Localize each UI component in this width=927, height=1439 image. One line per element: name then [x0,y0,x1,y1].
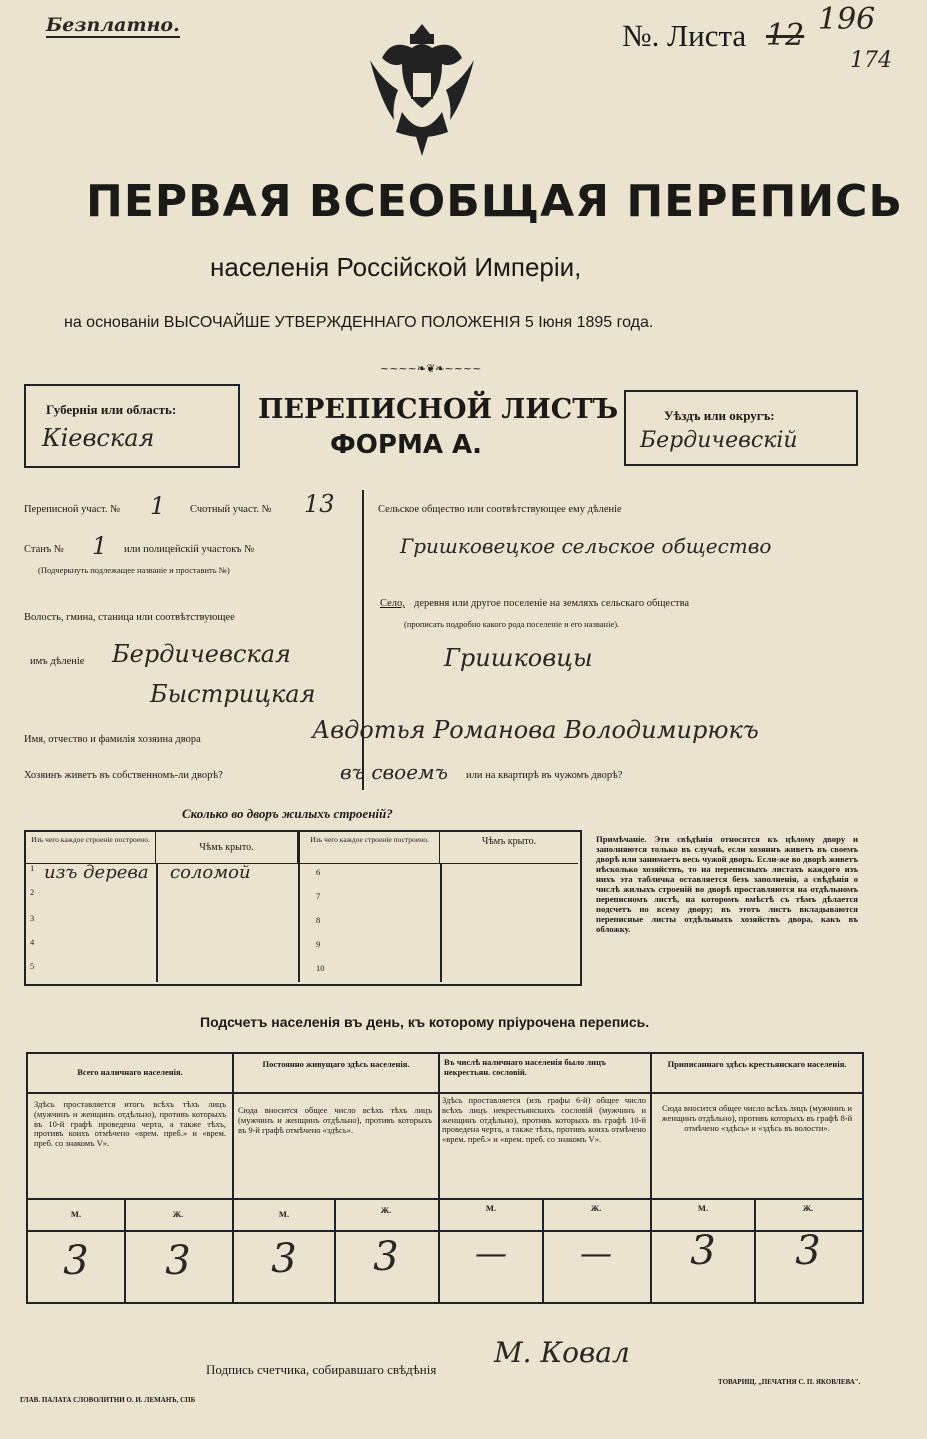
page-title: ПЕРВАЯ ВСЕОБЩАЯ ПЕРЕПИСЬ [86,176,903,227]
village-label-underlined: Село, [380,598,405,609]
left-row-1-num: 1 [30,863,35,873]
coat-of-arms-icon [362,20,482,160]
col-roof-head-left: Чѣмъ крыто. [156,832,298,864]
volost-value: Бердичевская [112,640,291,668]
pop-col-1-f-value: 3 [165,1238,191,1284]
pop-col-1-m-label: М. [70,1209,82,1219]
pop-desc-line [28,1198,862,1200]
left-row-3-num: 3 [30,913,35,923]
pop-col-2-f-value: 3 [373,1234,399,1280]
form-name: ФОРМА А. [330,430,482,460]
volost-label-2: имъ дѣленіе [30,656,85,667]
population-title: Подсчетъ населенія въ день, къ которому пріурочена перепись. [200,1014,650,1030]
col-roof-head-right: Чѣмъ крыто. [440,832,578,864]
district-label: Уѣздъ или округъ: [664,408,775,423]
province-box [24,384,240,468]
stan-value: 1 [92,532,108,560]
col-material-head-right: Изъ чего каждое строеніе построено. [298,832,440,864]
mid-divider [298,864,300,982]
society-value: Гришковецкое сельское общество [400,534,772,558]
owner-label: Имя, отчество и фамилія хозяина двора [24,734,201,745]
right-row-10-num: 10 [316,963,325,973]
society-label: Сельское общество или соотвѣтствующее ему дѣленіе [378,504,622,515]
pop-col-4-head: Приписаннаго здѣсь крестьянскаго населенія. [667,1059,847,1069]
sheet-number-hand-2: 174 [850,48,892,73]
pop-col-2-f-label: Ж. [380,1205,392,1215]
right-divider [440,864,442,982]
left-row-5-num: 5 [30,961,35,971]
pop-col-4-desc: Сюда вносится общее число всѣхъ лицъ (мужчинъ и женщинъ отдѣльно), противъ которыхъ въ графѣ 8-й отмѣчено «здѣсь» и «здѣсь въ волости». [661,1103,853,1133]
buildings-question: Сколько во дворъ жилыхъ строеній? [182,806,393,821]
signature-value: М. Ковал [494,1336,630,1369]
pop-col-3-m-value: — [475,1234,507,1272]
sheet-number-crossed: 12 [766,18,805,53]
pop-col-1-m-value: 3 [63,1238,89,1284]
column-divider [362,490,364,790]
buildings-note: Примѣчаніе. Эти свѣдѣнія относятся къ цѣлому двору и заполняются только въ случаѣ, если хозяинъ живетъ въ своемъ дворѣ или занимаетъ весь чужой дворъ. Если-же во дворѣ живетъ нѣсколько хозяйствъ, то на переписныхъ листахъ каждого изъ нихъ эта табличка оставляется безъ заполненія, а свѣдѣнія о числѣ жилыхъ строеній во дворѣ проставляются на отдѣльномъ переписномъ листѣ, на которомъ вмѣстѣ съ тѣмъ дѣлается подсчетъ по всему двору; въ этотъ листъ вкладываются переписные листы отдѣльныхъ хозяйствъ двора, какъ въ обложку. [596,834,858,934]
count-area-value: 13 [304,490,335,518]
free-label: Безплатно. [46,14,180,36]
sheet-number-hand: 196 [818,2,876,37]
left-divider [156,864,158,982]
count-area-label: Счотный участ. № [190,504,272,515]
sheet-number-label: №. Листа [622,18,747,53]
pop-head-line [28,1092,862,1094]
pop-col-3-m-label: М. [485,1203,497,1213]
own-yard-label: Хозяинъ живетъ въ собственномъ-ли дворѣ? [24,770,223,781]
pop-col-1-desc: Здѣсь проставляется итогъ всѣхъ тѣхъ лицъ (мужчинъ и женщинъ отдѣльно), противъ которыхъ въ 10-й графѣ проведена черта, а также тѣхъ, противъ коихъ отмѣчено «врем. преб.» и «врем. преб. со знакомъ V». [34,1099,226,1149]
volost-value-2: Быстрицкая [150,680,316,708]
pop-col-2-desc: Сюда вносится общее число всѣхъ тѣхъ лицъ (мужчинъ и женщинъ отдѣльно), противъ которыхъ въ 9-й графѣ отмѣчено «здѣсь». [238,1105,432,1135]
pop-col-4-m-value: 3 [690,1228,716,1274]
ornament-divider: ~~~~❧❦❧~~~~ [380,362,482,375]
page-subtitle: населенія Россійской Имперіи, [210,252,582,282]
province-value: Кіевская [42,424,155,452]
volost-label: Волость, гмина, станица или соотвѣтствующее [24,612,235,623]
pop-col-4-f-label: Ж. [802,1203,814,1213]
district-value: Бердичевскій [640,428,798,453]
district-box [624,390,858,466]
pop-col-3-head: Въ числѣ наличнаго населенія было лицъ некрестьян. сословій. [444,1057,606,1077]
census-area-value: 1 [150,492,166,520]
province-label: Губернія или область: [46,402,177,417]
signature-label: Подпись счетчика, собиравшаго свѣдѣнія [206,1362,437,1377]
underline-note: (Подчеркнуть подлежащее названіе и проставить №) [38,565,230,575]
rent-label: или на квартирѣ въ чужомъ дворѣ? [466,770,623,781]
right-row-8-num: 8 [316,915,321,925]
left-row-1-roof: соломой [170,862,251,883]
village-note: (прописать подробно какого рода поселеніе и его названіе). [404,619,620,629]
printer-left: ГЛАВ. ПАЛАТА СЛОВОЛИТНИ О. И. ЛЕМАНЪ, СПБ [20,1396,196,1404]
form-title: ПЕРЕПИСНОЙ ЛИСТЪ [258,394,619,425]
police-label: или полицейскій участокъ № [124,544,255,555]
pop-col-2-m-label: М. [278,1209,290,1219]
pop-col-1-head: Всего наличнаго населенія. [77,1067,183,1077]
pop-col-2-m-value: 3 [271,1236,297,1282]
village-label: деревня или другое поселеніе на земляхъ сельскаго общества [414,598,690,609]
buildings-table [24,830,582,986]
pop-col-4-f-value: 3 [795,1228,821,1274]
pop-col-1-f-label: Ж. [172,1209,184,1219]
basis-line: на основаніи ВЫСОЧАЙШЕ УТВЕРЖДЕННАГО ПОЛОЖЕНІЯ 5 Іюня 1895 года. [64,314,654,331]
right-row-7-num: 7 [316,891,321,901]
left-row-1-material: изъ дерева [44,862,149,883]
printer-right: ТОВАРИЩ. „ПЕЧАТНЯ С. П. ЯКОВЛЕВА". [718,1378,861,1386]
census-area-label: Переписной участ. № [24,504,121,515]
owner-value: Авдотья Романова Володимирюкъ [312,716,759,744]
left-row-4-num: 4 [30,937,35,947]
own-yard-value: въ своемъ [340,760,448,784]
pop-col-4-m-label: М. [697,1203,709,1213]
pop-col-3-f-value: — [580,1234,612,1272]
pop-col-3-desc: Здѣсь проставляется (изъ графы 6-й) общее число всѣхъ лицъ некрестьянскихъ сословій (мужчинъ и женщинъ отдѣльно), противъ которыхъ въ графѣ 10-й проведена черта, а также тѣхъ, противъ коихъ отмѣчено «врем. преб.» и «врем. преб. со знакомъ V». [442,1095,646,1145]
village-value: Гришковцы [444,644,593,672]
col-material-head-left: Изъ чего каждое строеніе построено. [26,832,156,864]
stan-label: Станъ № [24,544,64,555]
pop-col-2-head: Постоянно живущаго здѣсь населенія. [262,1059,410,1069]
right-row-9-num: 9 [316,939,321,949]
population-table [26,1052,864,1304]
left-row-2-num: 2 [30,887,35,897]
right-row-6-num: 6 [316,867,321,877]
pop-col-3-f-label: Ж. [590,1203,602,1213]
